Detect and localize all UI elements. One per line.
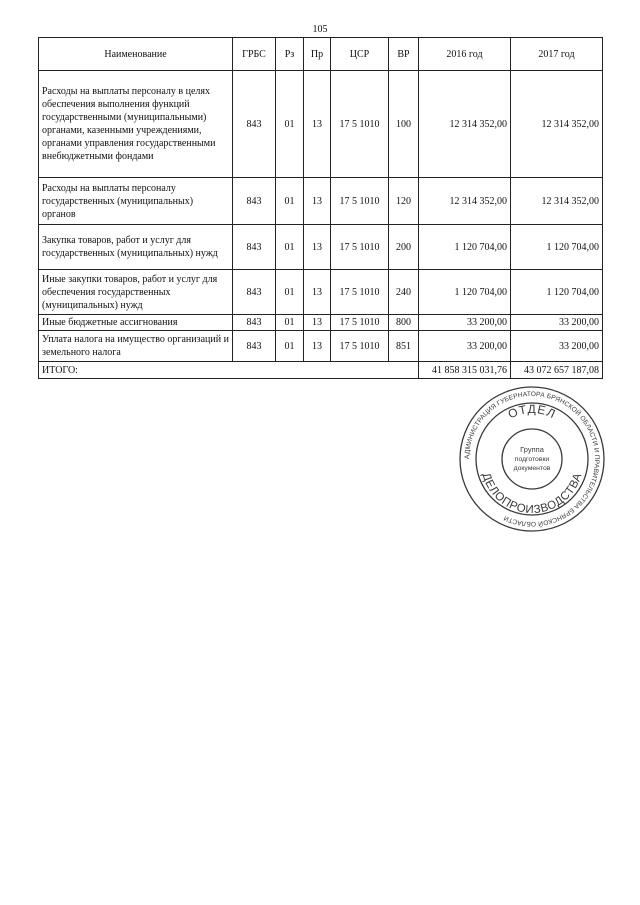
row-csr: 17 5 1010 <box>331 270 389 315</box>
stamp-inner-line3: документов <box>513 465 551 472</box>
table-row <box>39 331 603 362</box>
row-csr: 17 5 1010 <box>331 331 389 362</box>
header-vr: ВР <box>389 38 419 71</box>
row-2016: 33 200,00 <box>419 331 511 362</box>
row-2017: 1 120 704,00 <box>511 225 603 270</box>
stamp-inner-line2: подготовки <box>514 456 550 463</box>
row-2016: 12 314 352,00 <box>419 178 511 225</box>
row-rz: 01 <box>276 178 304 225</box>
row-2016: 1 120 704,00 <box>419 270 511 315</box>
header-name: Наименование <box>39 38 233 71</box>
row-grbs: 843 <box>233 225 276 270</box>
row-vr: 100 <box>389 71 419 178</box>
header-csr: ЦСР <box>331 38 389 71</box>
row-2017: 33 200,00 <box>511 315 603 331</box>
row-2017: 33 200,00 <box>511 331 603 362</box>
row-csr: 17 5 1010 <box>331 178 389 225</box>
page-number: 105 <box>312 24 328 35</box>
row-pr: 13 <box>304 225 331 270</box>
header-2016: 2016 год <box>419 38 511 71</box>
row-grbs: 843 <box>233 331 276 362</box>
row-csr: 17 5 1010 <box>331 225 389 270</box>
row-pr: 13 <box>304 315 331 331</box>
total-label: ИТОГО: <box>39 362 419 379</box>
row-name: Уплата налога на имущество организаций и земельного налога <box>39 331 233 362</box>
department-stamp <box>457 384 607 534</box>
table-row <box>39 270 603 315</box>
row-name: Расходы на выплаты персоналу в целях обеспечения выполнения функций государственными (муниципальными) органами, казенными учреждениями, органами управления государственными внебюджетными фондами <box>39 71 233 178</box>
stamp-text <box>464 391 600 529</box>
stamp-dept-top: ОТДЕЛ <box>505 401 559 422</box>
total-row <box>39 362 603 379</box>
row-vr: 800 <box>389 315 419 331</box>
total-2017: 43 072 657 187,08 <box>511 362 603 379</box>
row-vr: 240 <box>389 270 419 315</box>
row-name: Закупка товаров, работ и услуг для государственных (муниципальных) нужд <box>39 225 233 270</box>
table-header-row <box>39 38 603 71</box>
table-row <box>39 225 603 270</box>
svg-text:ОТДЕЛ <box>506 402 558 421</box>
row-vr: 851 <box>389 331 419 362</box>
row-grbs: 843 <box>233 315 276 331</box>
row-2017: 12 314 352,00 <box>511 71 603 178</box>
budget-table <box>38 37 603 379</box>
row-2016: 33 200,00 <box>419 315 511 331</box>
row-rz: 01 <box>276 315 304 331</box>
row-pr: 13 <box>304 178 331 225</box>
row-csr: 17 5 1010 <box>331 71 389 178</box>
row-vr: 200 <box>389 225 419 270</box>
row-rz: 01 <box>276 71 304 178</box>
stamp-dept-bottom: ДЕЛОПРОИЗВОДСТВА <box>479 471 585 517</box>
row-grbs: 843 <box>233 178 276 225</box>
row-name: Иные бюджетные ассигнования <box>39 315 233 331</box>
row-pr: 13 <box>304 270 331 315</box>
row-2016: 1 120 704,00 <box>419 225 511 270</box>
row-rz: 01 <box>276 270 304 315</box>
table-row <box>39 71 603 178</box>
table-row <box>39 315 603 331</box>
table-row <box>39 178 603 225</box>
row-name: Расходы на выплаты персоналу государственных (муниципальных) органов <box>39 178 233 225</box>
header-rz: Рз <box>276 38 304 71</box>
stamp-ring-text: АДМИНИСТРАЦИЯ ГУБЕРНАТОРА БРЯНСКОЙ ОБЛАСТИ И ПРАВИТЕЛЬСТВА БРЯНСКОЙ ОБЛАСТИ <box>463 390 601 528</box>
row-grbs: 843 <box>233 71 276 178</box>
row-name: Иные закупки товаров, работ и услуг для обеспечения государственных (муниципальных) нужд <box>39 270 233 315</box>
row-rz: 01 <box>276 331 304 362</box>
row-rz: 01 <box>276 225 304 270</box>
row-vr: 120 <box>389 178 419 225</box>
row-2017: 1 120 704,00 <box>511 270 603 315</box>
header-2017: 2017 год <box>511 38 603 71</box>
row-pr: 13 <box>304 71 331 178</box>
total-2016: 41 858 315 031,76 <box>419 362 511 379</box>
row-grbs: 843 <box>233 270 276 315</box>
row-2017: 12 314 352,00 <box>511 178 603 225</box>
header-pr: Пр <box>304 38 331 71</box>
row-2016: 12 314 352,00 <box>419 71 511 178</box>
header-grbs: ГРБС <box>233 38 276 71</box>
stamp-inner-line1: Группа <box>520 445 544 454</box>
row-pr: 13 <box>304 331 331 362</box>
row-csr: 17 5 1010 <box>331 315 389 331</box>
